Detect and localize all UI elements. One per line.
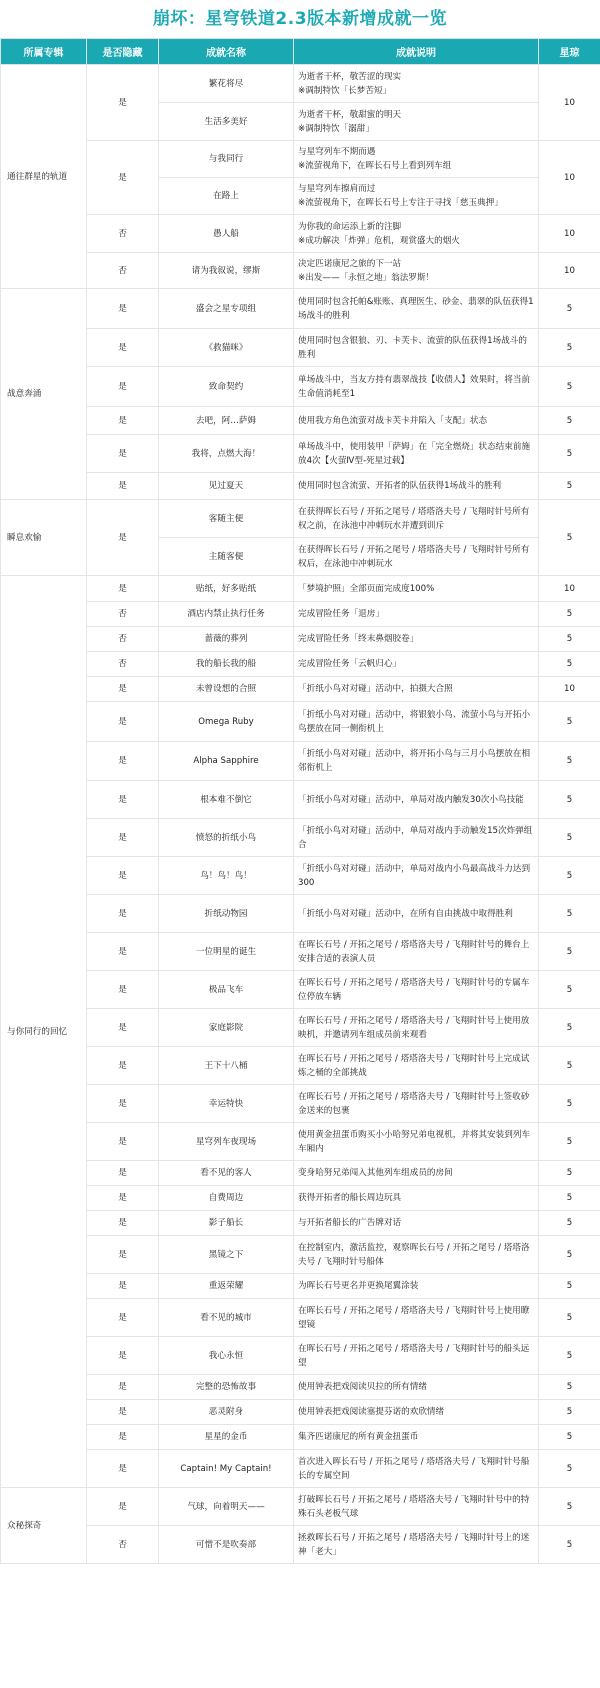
reward-cell: 5 [539,435,600,473]
table-row [1,215,600,253]
reward-cell: 5 [539,652,600,677]
achievement-desc-cell: 「折纸小鸟对对碰」活动中，将银狼小鸟、流萤小鸟与开拓小鸟摆放在同一侧衔机上 [294,702,539,742]
achievement-name-cell: 愚人船 [159,215,294,253]
achievement-desc-cell: 在晖长石号 / 开拓之尾号 / 塔塔洛夫号 / 飞翔时针号的船头远望 [294,1337,539,1375]
achievement-name-cell: 我的船长我的船 [159,652,294,677]
achievement-name-cell: 一位明星的诞生 [159,933,294,971]
reward-cell: 10 [539,141,600,215]
achievement-desc-cell: 「折纸小鸟对对碰」活动中，单局对战内小鸟最高战斗力达到300 [294,857,539,895]
reward-cell: 5 [539,500,600,576]
achievement-name-cell: 星穹列车夜现场 [159,1123,294,1161]
reward-cell: 5 [539,1123,600,1161]
reward-cell: 5 [539,1161,600,1186]
reward-cell: 5 [539,1085,600,1123]
reward-cell: 5 [539,289,600,329]
achievement-name-cell: 重返荣耀 [159,1274,294,1299]
achievement-desc-cell: 在晖长石号 / 开拓之尾号 / 塔塔洛夫号 / 飞翔时针号的专属车位停放车辆 [294,971,539,1009]
achievement-name-cell: 幸运特快 [159,1085,294,1123]
achievement-desc-cell: 为逝者干杯，敬苦涩的现实 ※调制特饮「长梦苦短」 [294,65,539,103]
hidden-cell: 是 [87,971,159,1009]
table-row [1,1526,600,1564]
hidden-cell: 是 [87,1375,159,1400]
table-row [1,1211,600,1236]
achievement-desc-cell: 决定匹诺康尼之旅的下一站 ※出发——「永恒之地」翁法罗斯！ [294,253,539,289]
achievement-name-cell: Alpha Sapphire [159,742,294,781]
series-cell: 瞬息欢愉 [1,500,87,576]
table-row [1,1009,600,1047]
achievement-desc-cell: 使用钟表把戏阅读贝拉的所有情绪 [294,1375,539,1400]
hidden-cell: 否 [87,1526,159,1564]
table-row [1,253,600,289]
hidden-cell: 是 [87,1186,159,1211]
achievement-desc-cell: 在晖长石号 / 开拓之尾号 / 塔塔洛夫号 / 飞翔时针号上使用放映机，并邀请列车组成员前来观看 [294,1009,539,1047]
hidden-cell: 是 [87,857,159,895]
hidden-cell: 是 [87,141,159,215]
table-row [1,289,600,329]
hidden-cell: 是 [87,1337,159,1375]
reward-cell: 5 [539,1274,600,1299]
table-row [1,1274,600,1299]
achievement-name-cell: 黑镜之下 [159,1236,294,1274]
table-row [1,1236,600,1274]
hidden-cell: 否 [87,652,159,677]
reward-cell: 5 [539,1337,600,1375]
table-row [1,1400,600,1425]
hidden-cell: 否 [87,253,159,289]
hidden-cell: 是 [87,781,159,819]
table-row [1,1299,600,1337]
reward-cell: 5 [539,857,600,895]
achievement-name-cell: Captain! My Captain! [159,1450,294,1488]
achievement-name-cell: 自费周边 [159,1186,294,1211]
hidden-cell: 是 [87,1400,159,1425]
reward-cell: 5 [539,895,600,933]
achievement-desc-cell: 与星穹列车擦肩而过 ※流萤视角下，在晖长石号上专注于寻找「慈玉典押」 [294,178,539,215]
table-row [1,1047,600,1085]
achievement-desc-cell: 在控制室内，激活监控，观察晖长石号 / 开拓之尾号 / 塔塔洛夫号 / 飞翔时针号船体 [294,1236,539,1274]
hidden-cell: 是 [87,473,159,500]
achievement-name-cell: 影子船长 [159,1211,294,1236]
hidden-cell: 是 [87,1009,159,1047]
achievement-name-cell: 可惜不是吹奏部 [159,1526,294,1564]
table-row [1,407,600,435]
achievement-name-cell: 看不见的城市 [159,1299,294,1337]
hidden-cell: 是 [87,500,159,576]
reward-cell: 5 [539,1047,600,1085]
achievement-desc-cell: 首次进入晖长石号 / 开拓之尾号 / 塔塔洛夫号 / 飞翔时针号船长的专属空间 [294,1450,539,1488]
table-row [1,141,600,178]
achievement-name-cell: 气球，向着明天—— [159,1488,294,1526]
achievement-name-cell: 客随主便 [159,500,294,538]
hidden-cell: 是 [87,1085,159,1123]
achievement-name-cell: 王下十八桶 [159,1047,294,1085]
achievement-desc-cell: 在获得晖长石号 / 开拓之尾号 / 塔塔洛夫号 / 飞翔时针号所有权后，在泳池中冲刺玩水 [294,538,539,576]
reward-cell: 5 [539,933,600,971]
hidden-cell: 是 [87,289,159,329]
table-row [1,500,600,538]
achievement-desc-cell: 「折纸小鸟对对碰」活动中，单局对战内手动触发15次炸弹组合 [294,819,539,857]
achievement-desc-cell: 完成冒险任务「云帆归心」 [294,652,539,677]
achievement-desc-cell: 单场战斗中，使用装甲「萨姆」在「完全燃烧」状态结束前施放4次【火萤Ⅳ型-死星过载】 [294,435,539,473]
reward-cell: 10 [539,215,600,253]
reward-cell: 5 [539,1211,600,1236]
achievement-name-cell: 与我同行 [159,141,294,178]
table-row [1,602,600,627]
achievement-name-cell: 鸟！鸟！鸟！ [159,857,294,895]
header-series: 所属专辑 [1,39,87,65]
series-cell: 众秘探奇 [1,1488,87,1564]
table-row [1,1450,600,1488]
table-row [1,1161,600,1186]
achievement-name-cell: 繁花将尽 [159,65,294,103]
table-row [1,1186,600,1211]
table-row [1,367,600,407]
reward-cell: 5 [539,1400,600,1425]
hidden-cell: 是 [87,1488,159,1526]
achievement-name-cell: 愤怒的折纸小鸟 [159,819,294,857]
achievement-desc-cell: 与开拓者船长的广告牌对话 [294,1211,539,1236]
table-row [1,933,600,971]
achievement-desc-cell: 为晖长石号更名并更换尾翼涂装 [294,1274,539,1299]
achievement-desc-cell: 在获得晖长石号 / 开拓之尾号 / 塔塔洛夫号 / 飞翔时针号所有权之前，在泳池中冲刺玩水并遭到训斥 [294,500,539,538]
reward-cell: 5 [539,1488,600,1526]
reward-cell: 5 [539,602,600,627]
reward-cell: 5 [539,367,600,407]
achievement-desc-cell: 「梦境护照」全部页面完成度100% [294,576,539,602]
achievement-name-cell: Omega Ruby [159,702,294,742]
reward-cell: 5 [539,329,600,367]
hidden-cell: 是 [87,576,159,602]
hidden-cell: 是 [87,1274,159,1299]
achievement-desc-cell: 使用同时包含托帕&账账、真理医生、砂金、翡翠的队伍获得1场战斗的胜利 [294,289,539,329]
table-row [1,1337,600,1375]
achievement-name-cell: 完整的恐怖故事 [159,1375,294,1400]
page-title: 崩坏：星穹铁道2.3版本新增成就一览 [152,9,448,29]
achievement-desc-cell: 在晖长石号 / 开拓之尾号 / 塔塔洛夫号 / 飞翔时针号上使用瞭望镜 [294,1299,539,1337]
reward-cell: 10 [539,677,600,702]
achievement-desc-cell: 「折纸小鸟对对碰」活动中，拍摄大合照 [294,677,539,702]
reward-cell: 5 [539,1425,600,1450]
achievement-name-cell: 生活多美好 [159,103,294,141]
hidden-cell: 是 [87,1236,159,1274]
achievement-desc-cell: 变身哈努兄弟闯入其他列车组成员的房间 [294,1161,539,1186]
achievement-desc-cell: 「折纸小鸟对对碰」活动中，在所有自由挑战中取得胜利 [294,895,539,933]
achievement-desc-cell: 获得开拓者的船长周边玩具 [294,1186,539,1211]
table-row [1,781,600,819]
header-reward: 星琼 [539,39,600,65]
achievement-name-cell: 致命契约 [159,367,294,407]
reward-cell: 5 [539,781,600,819]
reward-cell: 10 [539,576,600,602]
reward-cell: 5 [539,819,600,857]
header-name: 成就名称 [159,39,294,65]
reward-cell: 5 [539,1526,600,1564]
reward-cell: 10 [539,253,600,289]
achievement-name-cell: 根本难不倒它 [159,781,294,819]
table-row [1,702,600,742]
achievement-name-cell: 酒店内禁止执行任务 [159,602,294,627]
reward-cell: 5 [539,1236,600,1274]
achievement-desc-cell: 在晖长石号 / 开拓之尾号 / 塔塔洛夫号 / 飞翔时针号上完成试炼之桶的全部挑战 [294,1047,539,1085]
header-desc: 成就说明 [294,39,539,65]
achievement-name-cell: 极品飞车 [159,971,294,1009]
table-row [1,742,600,781]
achievement-name-cell: 请为我叙说，缪斯 [159,253,294,289]
achievement-desc-cell: 集齐匹诺康尼的所有黄金扭蛋币 [294,1425,539,1450]
reward-cell: 5 [539,407,600,435]
achievement-name-cell: 主随客便 [159,538,294,576]
table-row [1,1375,600,1400]
hidden-cell: 是 [87,1047,159,1085]
series-cell: 通往群星的轨道 [1,65,87,289]
reward-cell: 5 [539,1009,600,1047]
reward-cell: 5 [539,702,600,742]
achievement-desc-cell: 完成冒险任务「退房」 [294,602,539,627]
reward-cell: 10 [539,65,600,141]
achievement-name-cell: 在路上 [159,178,294,215]
achievement-desc-cell: 单场战斗中，当友方持有翡翠战技【收债人】效果时，将当前生命值消耗至1 [294,367,539,407]
table-body [1,65,600,1564]
achievement-desc-cell: 使用我方角色流萤对战卡芙卡并陷入「支配」状态 [294,407,539,435]
table-row [1,895,600,933]
achievement-name-cell: 见过夏天 [159,473,294,500]
achievement-name-cell: 看不见的客人 [159,1161,294,1186]
achievement-name-cell: 未曾设想的合照 [159,677,294,702]
achievement-name-cell: 星星的金币 [159,1425,294,1450]
table-row [1,652,600,677]
achievement-name-cell: 《救猫咪》 [159,329,294,367]
reward-cell: 5 [539,1375,600,1400]
hidden-cell: 否 [87,215,159,253]
reward-cell: 5 [539,1450,600,1488]
hidden-cell: 是 [87,895,159,933]
achievement-table [0,38,600,1564]
table-row [1,627,600,652]
hidden-cell: 是 [87,407,159,435]
hidden-cell: 否 [87,627,159,652]
achievement-desc-cell: 与星穹列车不期而遇 ※流萤视角下，在晖长石号上看到列车组 [294,141,539,178]
table-row [1,819,600,857]
achievement-desc-cell: 「折纸小鸟对对碰」活动中，单局对战内触发30次小鸟技能 [294,781,539,819]
achievement-desc-cell: 为逝者干杯，敬甜蜜的明天 ※调制特饮「溺甜」 [294,103,539,141]
achievement-desc-cell: 使用同时包含流萤、开拓者的队伍获得1场战斗的胜利 [294,473,539,500]
reward-cell: 5 [539,971,600,1009]
hidden-cell: 是 [87,1299,159,1337]
series-cell: 与你同行的回忆 [1,576,87,1488]
hidden-cell: 是 [87,677,159,702]
achievement-name-cell: 去吧，阿…萨姆 [159,407,294,435]
hidden-cell: 是 [87,742,159,781]
achievement-name-cell: 蔷薇的葬列 [159,627,294,652]
achievement-desc-cell: 在晖长石号 / 开拓之尾号 / 塔塔洛夫号 / 飞翔时针号上签收砂金送来的包裹 [294,1085,539,1123]
table-row [1,971,600,1009]
series-cell: 战意奔涌 [1,289,87,500]
hidden-cell: 是 [87,702,159,742]
table-row [1,576,600,602]
table-row [1,329,600,367]
table-header-row [1,39,600,65]
achievement-name-cell: 恶灵附身 [159,1400,294,1425]
hidden-cell: 是 [87,329,159,367]
achievement-name-cell: 我将，点燃大海！ [159,435,294,473]
achievement-desc-cell: 为你我的命运添上新的注脚 ※成功解决「炸弹」危机，观赏盛大的烟火 [294,215,539,253]
table-row [1,473,600,500]
hidden-cell: 是 [87,1425,159,1450]
achievement-desc-cell: 拯救晖长石号 / 开拓之尾号 / 塔塔洛夫号 / 飞翔时针号上的迷神「老大」 [294,1526,539,1564]
achievement-desc-cell: 「折纸小鸟对对碰」活动中，将开拓小鸟与三月小鸟摆放在相邻衔机上 [294,742,539,781]
header-hidden: 是否隐藏 [87,39,159,65]
reward-cell: 5 [539,1186,600,1211]
reward-cell: 5 [539,627,600,652]
achievement-desc-cell: 在晖长石号 / 开拓之尾号 / 塔塔洛夫号 / 飞翔时针号的舞台上安排合适的表演人员 [294,933,539,971]
achievement-name-cell: 家庭影院 [159,1009,294,1047]
hidden-cell: 是 [87,1211,159,1236]
table-row [1,677,600,702]
achievement-name-cell: 折纸动物园 [159,895,294,933]
hidden-cell: 是 [87,1123,159,1161]
hidden-cell: 是 [87,933,159,971]
table-row [1,857,600,895]
table-row [1,1123,600,1161]
table-row [1,1488,600,1526]
hidden-cell: 是 [87,65,159,141]
achievement-name-cell: 我心永恒 [159,1337,294,1375]
hidden-cell: 是 [87,819,159,857]
achievement-name-cell: 盛会之星专项组 [159,289,294,329]
reward-cell: 5 [539,1299,600,1337]
achievement-desc-cell: 使用钟表把戏阅读塞提芬诺的欢欣情绪 [294,1400,539,1425]
achievement-desc-cell: 完成冒险任务「终末鼻烟胶卷」 [294,627,539,652]
hidden-cell: 是 [87,367,159,407]
reward-cell: 5 [539,473,600,500]
hidden-cell: 是 [87,1161,159,1186]
achievement-desc-cell: 使用同时包含银狼、刃、卡芙卡、流萤的队伍获得1场战斗的胜利 [294,329,539,367]
achievement-desc-cell: 打破晖长石号 / 开拓之尾号 / 塔塔洛夫号 / 飞翔时针号中的特殊石头老板气球 [294,1488,539,1526]
achievement-desc-cell: 使用黄金扭蛋币购买小小哈努兄弟电视机，并将其安装到列车车厢内 [294,1123,539,1161]
hidden-cell: 否 [87,602,159,627]
table-row [1,1425,600,1450]
table-row [1,65,600,103]
hidden-cell: 是 [87,435,159,473]
hidden-cell: 是 [87,1450,159,1488]
reward-cell: 5 [539,742,600,781]
table-row [1,1085,600,1123]
achievement-name-cell: 贴纸，好多贴纸 [159,576,294,602]
table-row [1,435,600,473]
